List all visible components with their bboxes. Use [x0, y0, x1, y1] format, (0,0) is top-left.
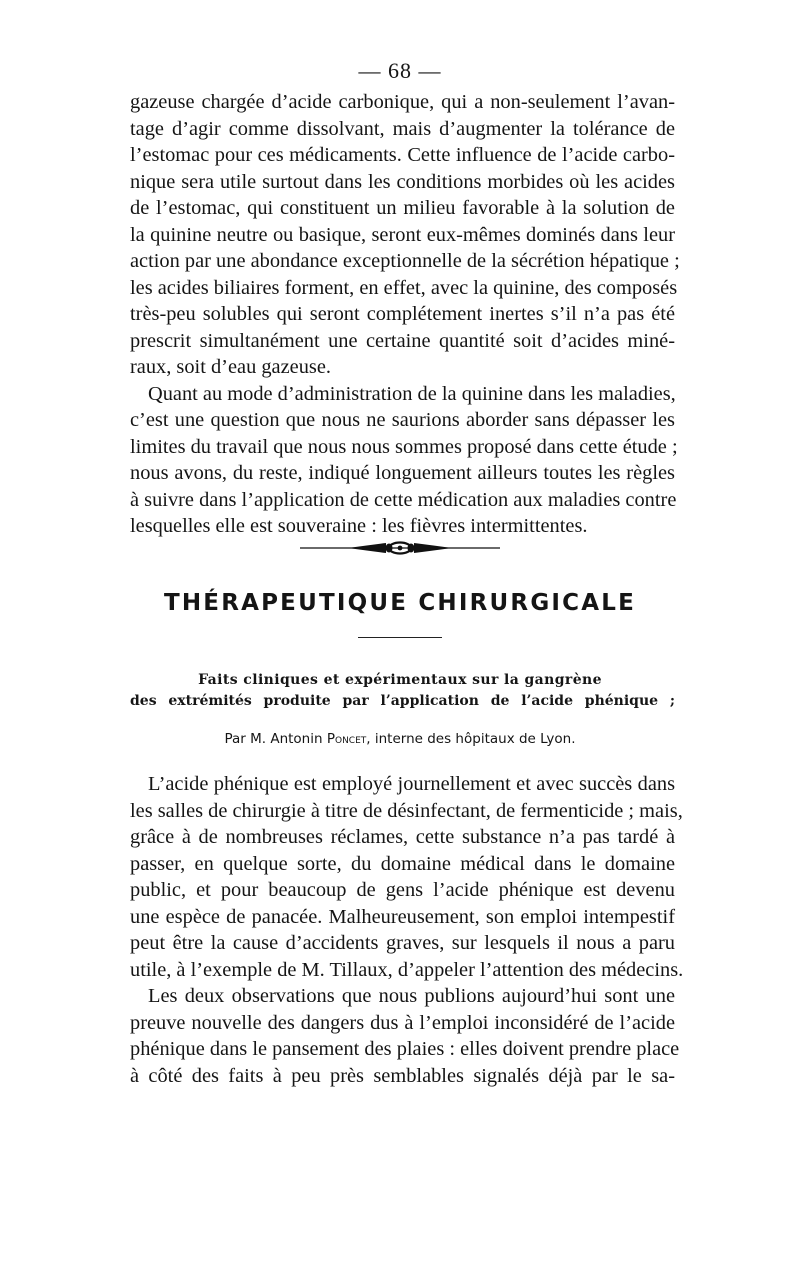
text-line: nique sera utile surtout dans les conditions morbides où les acides [130, 170, 675, 193]
text-line: Les deux observations que nous publions aujourd’hui sont une [148, 985, 675, 1007]
title-rule [358, 637, 442, 638]
text-line: nous avons, du reste, indiqué longuement ailleurs toutes les règles [130, 462, 675, 484]
byline-suffix: , interne des hôpitaux de Lyon. [366, 731, 576, 747]
text-line: Quant au mode d’administration de la quinine dans les maladies, [148, 382, 676, 405]
text-block-lower [130, 771, 684, 1089]
byline-prefix: Par M. Antonin [224, 731, 323, 747]
text-line: raux, soit d’eau gazeuse. [130, 356, 331, 378]
author-byline [0, 731, 800, 747]
text-line: lesquelles elle est souveraine : les fièvres intermittentes. [130, 515, 588, 537]
paragraph-3 [130, 771, 684, 983]
text-line: l’estomac pour ces médicaments. Cette influence de l’acide carbo- [130, 144, 675, 166]
text-line: les acides biliaires forment, en effet, avec la quinine, des composés [130, 276, 678, 299]
text-line: c’est une question que nous ne saurions aborder sans dépasser les [130, 409, 675, 431]
text-line: les salles de chirurgie à titre de désinfectant, de fermenticide ; mais, [130, 799, 683, 822]
author-name: Poncet [326, 731, 367, 747]
paragraph-1 [130, 89, 680, 381]
text-line: limites du travail que nous nous sommes proposé dans cette étude ; [130, 435, 678, 458]
text-line: à suivre dans l’application de cette médication aux maladies contre [130, 488, 677, 511]
text-line: utile, à l’exemple de M. Tillaux, d’appeler l’attention des médecins. [130, 958, 684, 981]
paragraph-4 [130, 983, 680, 1089]
article-subtitle-line-1: Faits cliniques et expérimentaux sur la gangrène [198, 672, 602, 688]
text-line: action par une abondance exceptionnelle de la sécrétion hépatique ; [130, 250, 680, 272]
section-title: THÉRAPEUTIQUE CHIRURGICALE [163, 590, 637, 616]
text-line: prescrit simultanément une certaine quantité soit d’acides miné- [130, 329, 675, 352]
text-block-upper [130, 89, 680, 540]
text-line: la quinine neutre ou basique, seront eux-mêmes dominés dans leur [130, 223, 675, 246]
text-line: passer, en quelque sorte, du domaine médical dans le domaine [130, 852, 675, 875]
text-line: gazeuse chargée d’acide carbonique, qui a non-seulement l’avan- [130, 91, 675, 113]
article-subtitle-line-2: des extrémités produite par l’application de l’acide phénique ; [130, 693, 675, 709]
text-line: très-peu solubles qui seront complétement inertes s’il n’a pas été [130, 303, 675, 325]
text-line: peut être la cause d’accidents graves, sur lesquels il nous a paru [130, 932, 675, 954]
text-line: L’acide phénique est employé journellement et avec succès dans [148, 773, 675, 795]
text-line: preuve nouvelle des dangers dus à l’emploi inconsidéré de l’acide [130, 1011, 675, 1034]
page-number: — 68 — [358, 58, 442, 83]
text-line: phénique dans le pansement des plaies : elles doivent prendre place [130, 1038, 680, 1060]
text-line: tage d’agir comme dissolvant, mais d’augmenter la tolérance de [130, 117, 675, 140]
text-line: une espèce de panacée. Malheureusement, son emploi intempestif [130, 905, 675, 928]
text-line: grâce à de nombreuses réclames, cette substance n’a pas tardé à [130, 826, 675, 848]
text-line: public, et pour beaucoup de gens l’acide phénique est devenu [130, 879, 675, 901]
paragraph-2 [130, 381, 678, 540]
decorative-ornament [300, 537, 500, 559]
text-line: de l’estomac, qui constituent un milieu favorable à la solution de [130, 197, 675, 219]
text-line: à côté des faits à peu près semblables signalés déjà par le sa- [130, 1064, 675, 1087]
